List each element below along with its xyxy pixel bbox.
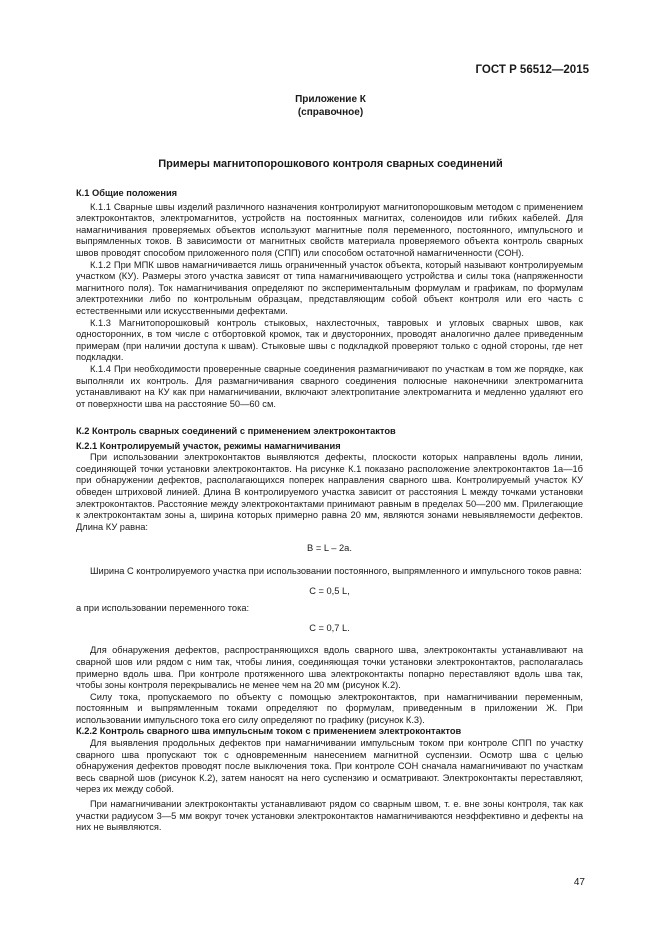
subsection-heading-k22: К.2.2 Контроль сварного шва импульсным током с применением электроконтактов (76, 726, 462, 737)
section-k2 (76, 426, 583, 834)
paragraph-k21-2: Ширина C контролируемого участка при использовании постоянного, выпрямленного и импульсного токов равна: (90, 565, 582, 576)
paragraph-k21-4: Для обнаружения дефектов, распространяющихся вдоль сварного шва, электроконтакты устанавливают на сварной шов или рядом с ним так, чтобы линия, соединяющая точки установки электроконтактов, располагалась примерно вдоль шва. При контроле протяженного шва электроконтакты попарно переставляют вдоль шва так, чтобы зоны контроля перекрывались не менее чем на 20 мм (рисунок К.2). (76, 645, 583, 691)
paragraph-k1-1: К.1.1 Сварные швы изделий различного назначения контролируют магнитопорошковым методом с применением электроконтактов, электромагнитов, устройств на постоянных магнитах, соленоидов или гибких кабелей. Для намагничивания проверяемых объектов используют магнитные поля переменного, постоянного, импульсного и выпрямленных токов. В зависимости от магнитных свойств материала проверяемого объекта контроль сварных швов проводят способом приложенного поля (СПП) или способом остаточной намагниченности (СОН). (76, 201, 583, 258)
paragraph-k22-2: При намагничивании электроконтакты устанавливают рядом со сварным швом, т. е. вне зоны контроля, так как участки радиусом 3—5 мм вокруг точек установки электроконтактов намагничиваются неэффективно и дефекты на них не выявляются. (76, 799, 583, 833)
subsection-heading-k21: К.2.1 Контролируемый участок, режимы намагничивания (76, 440, 341, 451)
paragraph-k1-2: К.1.2 При МПК швов намагничивается лишь ограниченный участок объекта, который называют контролируемым участком (КУ). Размеры этого участка зависят от типа намагничивающего устройства и силы тока (напряженности магнитного поля). Ток намагничивания определяют по экспериментальным формулам и графикам, по формулам электротехники либо по контрольным образцам, представляющим собой объект контроля или его часть с естественными или искусственными дефектами. (76, 259, 583, 316)
section-heading-k1: К.1 Общие положения (76, 188, 178, 198)
paragraph-k1-4: К.1.4 При необходимости проверенные сварные соединения размагничивают по участкам в том же порядке, как выполняли их контроль. Для размагничивания сварного соединения полюсные наконечники электромагнита устанавливают на КУ как при намагничивании, включают электропитание электромагнита и медленно удаляют его от поверхности шва на расстояние 50—60 см. (76, 363, 583, 409)
document-title: Примеры магнитопорошкового контроля сварных соединений (158, 158, 503, 170)
appendix-subtitle: (справочное) (297, 107, 364, 118)
section-heading-k2: К.2 Контроль сварных соединений с применением электроконтактов (76, 426, 396, 436)
paragraph-k21-3: а при использовании переменного тока: (76, 603, 250, 614)
appendix-title: Приложение К (295, 94, 366, 105)
section-k1 (76, 188, 583, 410)
paragraph-k21-1: При использовании электроконтактов выявляются дефекты, плоскости которых направлены вдоль линии, соединяющей точки установки электроконтактов. На рисунке К.1 показано расположение электроконтактов 1а—1б при обнаружении дефектов, располагающихся поперек направления сварного шва. Контролируемый участок КУ обведен штриховой линией. Длина B контролируемого участка зависит от расстояния L между точками установки электроконтактов. Расстояние между электроконтактами принимают равным в пределах 50—200 мм. Прилегающие к электроконтактам зоны а, ширина которых примерно равна 20 мм, являются зонами невыявляемости дефектов. Длина КУ равна: (76, 452, 583, 532)
formula-b: B = L – 2a. (307, 543, 352, 554)
page-number: 47 (573, 877, 585, 888)
paragraph-k21-5: Силу тока, пропускаемого по объекту с помощью электроконтактов, при намагничивании переменным, постоянным и выпрямленным токами определяют по формулам, приведенным в приложении Ж. При использовании импульсного тока его силу определяют по графику (рисунок К.3). (76, 691, 583, 725)
formula-c-dc: C = 0,5 L, (309, 585, 350, 596)
paragraph-k1-3: К.1.3 Магнитопорошковый контроль стыковых, нахлесточных, тавровых и угловых сварных швов, как односторонних, в том числе с отбортовкой кромок, так и двусторонних, проводят аналогично далее приведенным примерам (при наличии доступа к швам). Стыковые швы с подкладкой проверяют только с одной стороны, где нет подкладки. (76, 317, 583, 363)
paragraph-k22-1: Для выявления продольных дефектов при намагничивании импульсным током при контроле СПП по участку сварного шва пропускают ток с одновременным нанесением магнитной суспензии. Осмотр шва с целью обнаружения дефектов проводят после выключения тока. При контроле СОН сначала намагничивают по участкам весь сварной шов (рисунок К.2), затем наносят на него суспензию и осматривают. Электроконтакты переставляют, через их между собой. (76, 738, 583, 795)
standard-header: ГОСТ Р 56512—2015 (475, 64, 589, 76)
appendix-heading (0, 93, 661, 119)
formula-c-ac: C = 0,7 L. (309, 622, 350, 633)
